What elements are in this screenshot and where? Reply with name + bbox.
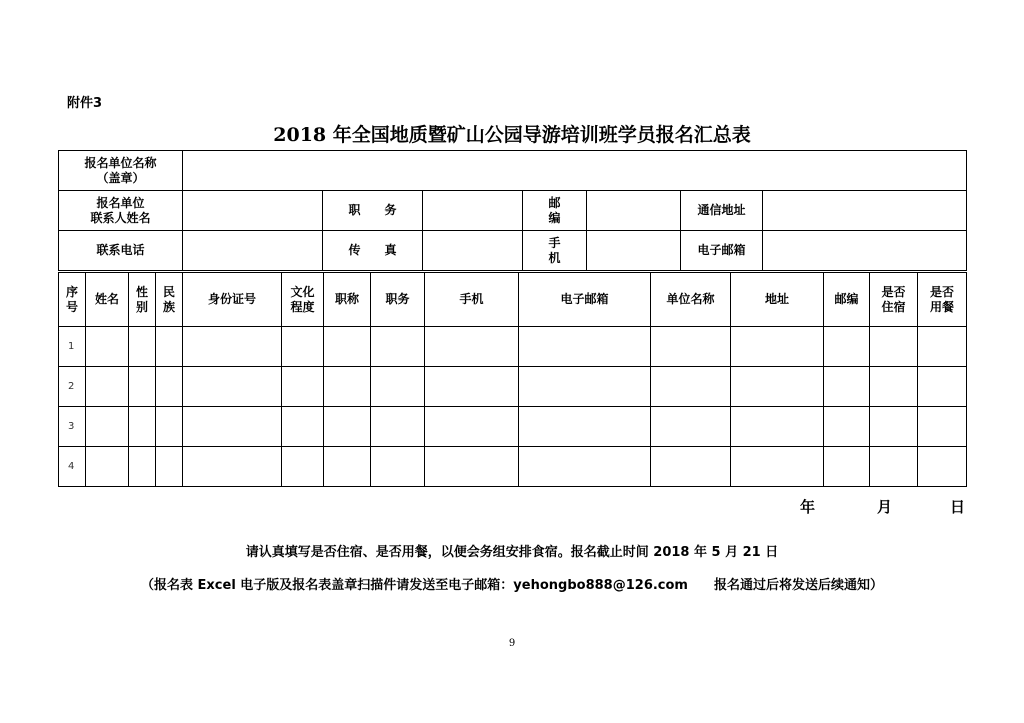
cell-ethnic[interactable] xyxy=(156,407,183,447)
cell-mobile[interactable] xyxy=(425,447,519,487)
cell-email[interactable] xyxy=(519,407,651,447)
col-duty: 职务 xyxy=(371,273,425,327)
cell-postcode[interactable] xyxy=(824,407,870,447)
col-ethnic-line1: 民 xyxy=(162,284,175,299)
col-title: 职称 xyxy=(324,273,371,327)
col-unit: 单位名称 xyxy=(651,273,731,327)
cell-ethnic[interactable] xyxy=(156,367,183,407)
phone-field[interactable] xyxy=(183,231,323,271)
cell-duty[interactable] xyxy=(371,327,425,367)
cell-email[interactable] xyxy=(519,367,651,407)
date-line xyxy=(800,496,965,517)
cell-title[interactable] xyxy=(324,327,371,367)
page-number: 9 xyxy=(508,638,516,649)
unit-name-label xyxy=(59,151,183,191)
cell-email[interactable] xyxy=(519,447,651,487)
col-seq xyxy=(59,273,86,327)
col-name: 姓名 xyxy=(86,273,129,327)
cell-address[interactable] xyxy=(731,327,824,367)
cell-ethnic[interactable] xyxy=(156,447,183,487)
cell-education[interactable] xyxy=(282,327,324,367)
cell-postcode[interactable] xyxy=(824,367,870,407)
cell-ethnic[interactable] xyxy=(156,327,183,367)
col-gender xyxy=(129,273,156,327)
postcode-label-line2: 编 xyxy=(548,210,561,225)
date-month: 月 xyxy=(877,498,893,516)
row-number: 4 xyxy=(59,447,86,487)
cell-education[interactable] xyxy=(282,447,324,487)
cell-name[interactable] xyxy=(86,327,129,367)
cell-email[interactable] xyxy=(519,327,651,367)
postcode-label-line1: 邮 xyxy=(548,195,561,210)
address-label: 通信地址 xyxy=(681,191,763,231)
col-education xyxy=(282,273,324,327)
cell-address[interactable] xyxy=(731,407,824,447)
row-number: 2 xyxy=(59,367,86,407)
col-ethnic xyxy=(156,273,183,327)
cell-meal[interactable] xyxy=(918,407,967,447)
cell-unit[interactable] xyxy=(651,407,731,447)
table-row xyxy=(59,327,967,367)
table-row xyxy=(59,407,967,447)
cell-mobile[interactable] xyxy=(425,327,519,367)
cell-gender[interactable] xyxy=(129,327,156,367)
col-lodging-line2: 住宿 xyxy=(881,299,906,314)
position-field[interactable] xyxy=(423,191,523,231)
table-row xyxy=(59,447,967,487)
cell-gender[interactable] xyxy=(129,407,156,447)
cell-unit[interactable] xyxy=(651,447,731,487)
contact-name-label-line2: 联系人姓名 xyxy=(90,210,151,225)
address-field[interactable] xyxy=(763,191,967,231)
cell-lodging[interactable] xyxy=(870,367,918,407)
unit-name-field[interactable] xyxy=(183,151,967,191)
col-education-line2: 程度 xyxy=(290,299,315,314)
cell-gender[interactable] xyxy=(129,447,156,487)
position-label: 职 务 xyxy=(323,191,423,231)
col-lodging xyxy=(870,273,918,327)
postcode-label xyxy=(523,191,587,231)
cell-id-number[interactable] xyxy=(183,407,282,447)
cell-name[interactable] xyxy=(86,407,129,447)
trainee-table xyxy=(58,272,967,487)
cell-meal[interactable] xyxy=(918,447,967,487)
row-number: 1 xyxy=(59,327,86,367)
cell-id-number[interactable] xyxy=(183,327,282,367)
cell-unit[interactable] xyxy=(651,367,731,407)
col-postcode: 邮编 xyxy=(824,273,870,327)
cell-mobile[interactable] xyxy=(425,407,519,447)
email-field[interactable] xyxy=(763,231,967,271)
col-education-line1: 文化 xyxy=(290,284,315,299)
table-row xyxy=(59,367,967,407)
col-lodging-line1: 是否 xyxy=(881,284,906,299)
attachment-label: 附件3 xyxy=(67,96,103,111)
col-gender-line1: 性 xyxy=(135,284,148,299)
cell-address[interactable] xyxy=(731,447,824,487)
cell-postcode[interactable] xyxy=(824,327,870,367)
cell-lodging[interactable] xyxy=(870,447,918,487)
contact-name-label xyxy=(59,191,183,231)
form-title: 2018 年全国地质暨矿山公园导游培训班学员报名汇总表 xyxy=(273,124,751,146)
cell-id-number[interactable] xyxy=(183,447,282,487)
date-year: 年 xyxy=(800,498,816,516)
fax-field[interactable] xyxy=(423,231,523,271)
cell-unit[interactable] xyxy=(651,327,731,367)
cell-duty[interactable] xyxy=(371,367,425,407)
cell-postcode[interactable] xyxy=(824,447,870,487)
cell-meal[interactable] xyxy=(918,367,967,407)
mobile-label-line1: 手 xyxy=(548,235,561,250)
col-address: 地址 xyxy=(731,273,824,327)
cell-education[interactable] xyxy=(282,367,324,407)
contact-name-field[interactable] xyxy=(183,191,323,231)
cell-name[interactable] xyxy=(86,447,129,487)
postcode-field[interactable] xyxy=(587,191,681,231)
fax-label: 传 真 xyxy=(323,231,423,271)
contact-name-label-line1: 报名单位 xyxy=(96,195,145,210)
cell-education[interactable] xyxy=(282,407,324,447)
unit-name-label-line1: 报名单位名称 xyxy=(84,155,157,170)
phone-label: 联系电话 xyxy=(59,231,183,271)
submission-note: （报名表 Excel 电子版及报名表盖章扫描件请发送至电子邮箱：yehongbo888@126.com 报名通过后将发送后续通知） xyxy=(141,578,883,593)
cell-gender[interactable] xyxy=(129,367,156,407)
cell-duty[interactable] xyxy=(371,407,425,447)
unit-name-label-line2: （盖章） xyxy=(96,170,145,185)
deadline-note: 请认真填写是否住宿、是否用餐，以便会务组安排食宿。报名截止时间 2018 年 5 月 21 日 xyxy=(245,545,779,560)
table-header-row xyxy=(59,273,967,327)
cell-lodging[interactable] xyxy=(870,327,918,367)
date-day: 日 xyxy=(950,498,966,516)
cell-title[interactable] xyxy=(324,447,371,487)
mobile-label-line2: 机 xyxy=(548,250,561,265)
col-meal-line2: 用餐 xyxy=(929,299,954,314)
cell-name[interactable] xyxy=(86,367,129,407)
col-gender-line2: 别 xyxy=(135,299,148,314)
cell-id-number[interactable] xyxy=(183,367,282,407)
mobile-field[interactable] xyxy=(587,231,681,271)
col-id-number: 身份证号 xyxy=(183,273,282,327)
col-mobile: 手机 xyxy=(425,273,519,327)
col-ethnic-line2: 族 xyxy=(162,299,175,314)
cell-meal[interactable] xyxy=(918,327,967,367)
cell-title[interactable] xyxy=(324,407,371,447)
cell-title[interactable] xyxy=(324,367,371,407)
col-meal xyxy=(918,273,967,327)
unit-info-table xyxy=(58,150,967,271)
email-label: 电子邮箱 xyxy=(681,231,763,271)
row-number: 3 xyxy=(59,407,86,447)
col-seq-line2: 号 xyxy=(65,299,78,314)
cell-duty[interactable] xyxy=(371,447,425,487)
mobile-label xyxy=(523,231,587,271)
col-meal-line1: 是否 xyxy=(929,284,954,299)
col-email: 电子邮箱 xyxy=(519,273,651,327)
cell-mobile[interactable] xyxy=(425,367,519,407)
col-seq-line1: 序 xyxy=(65,284,78,299)
cell-lodging[interactable] xyxy=(870,407,918,447)
cell-address[interactable] xyxy=(731,367,824,407)
